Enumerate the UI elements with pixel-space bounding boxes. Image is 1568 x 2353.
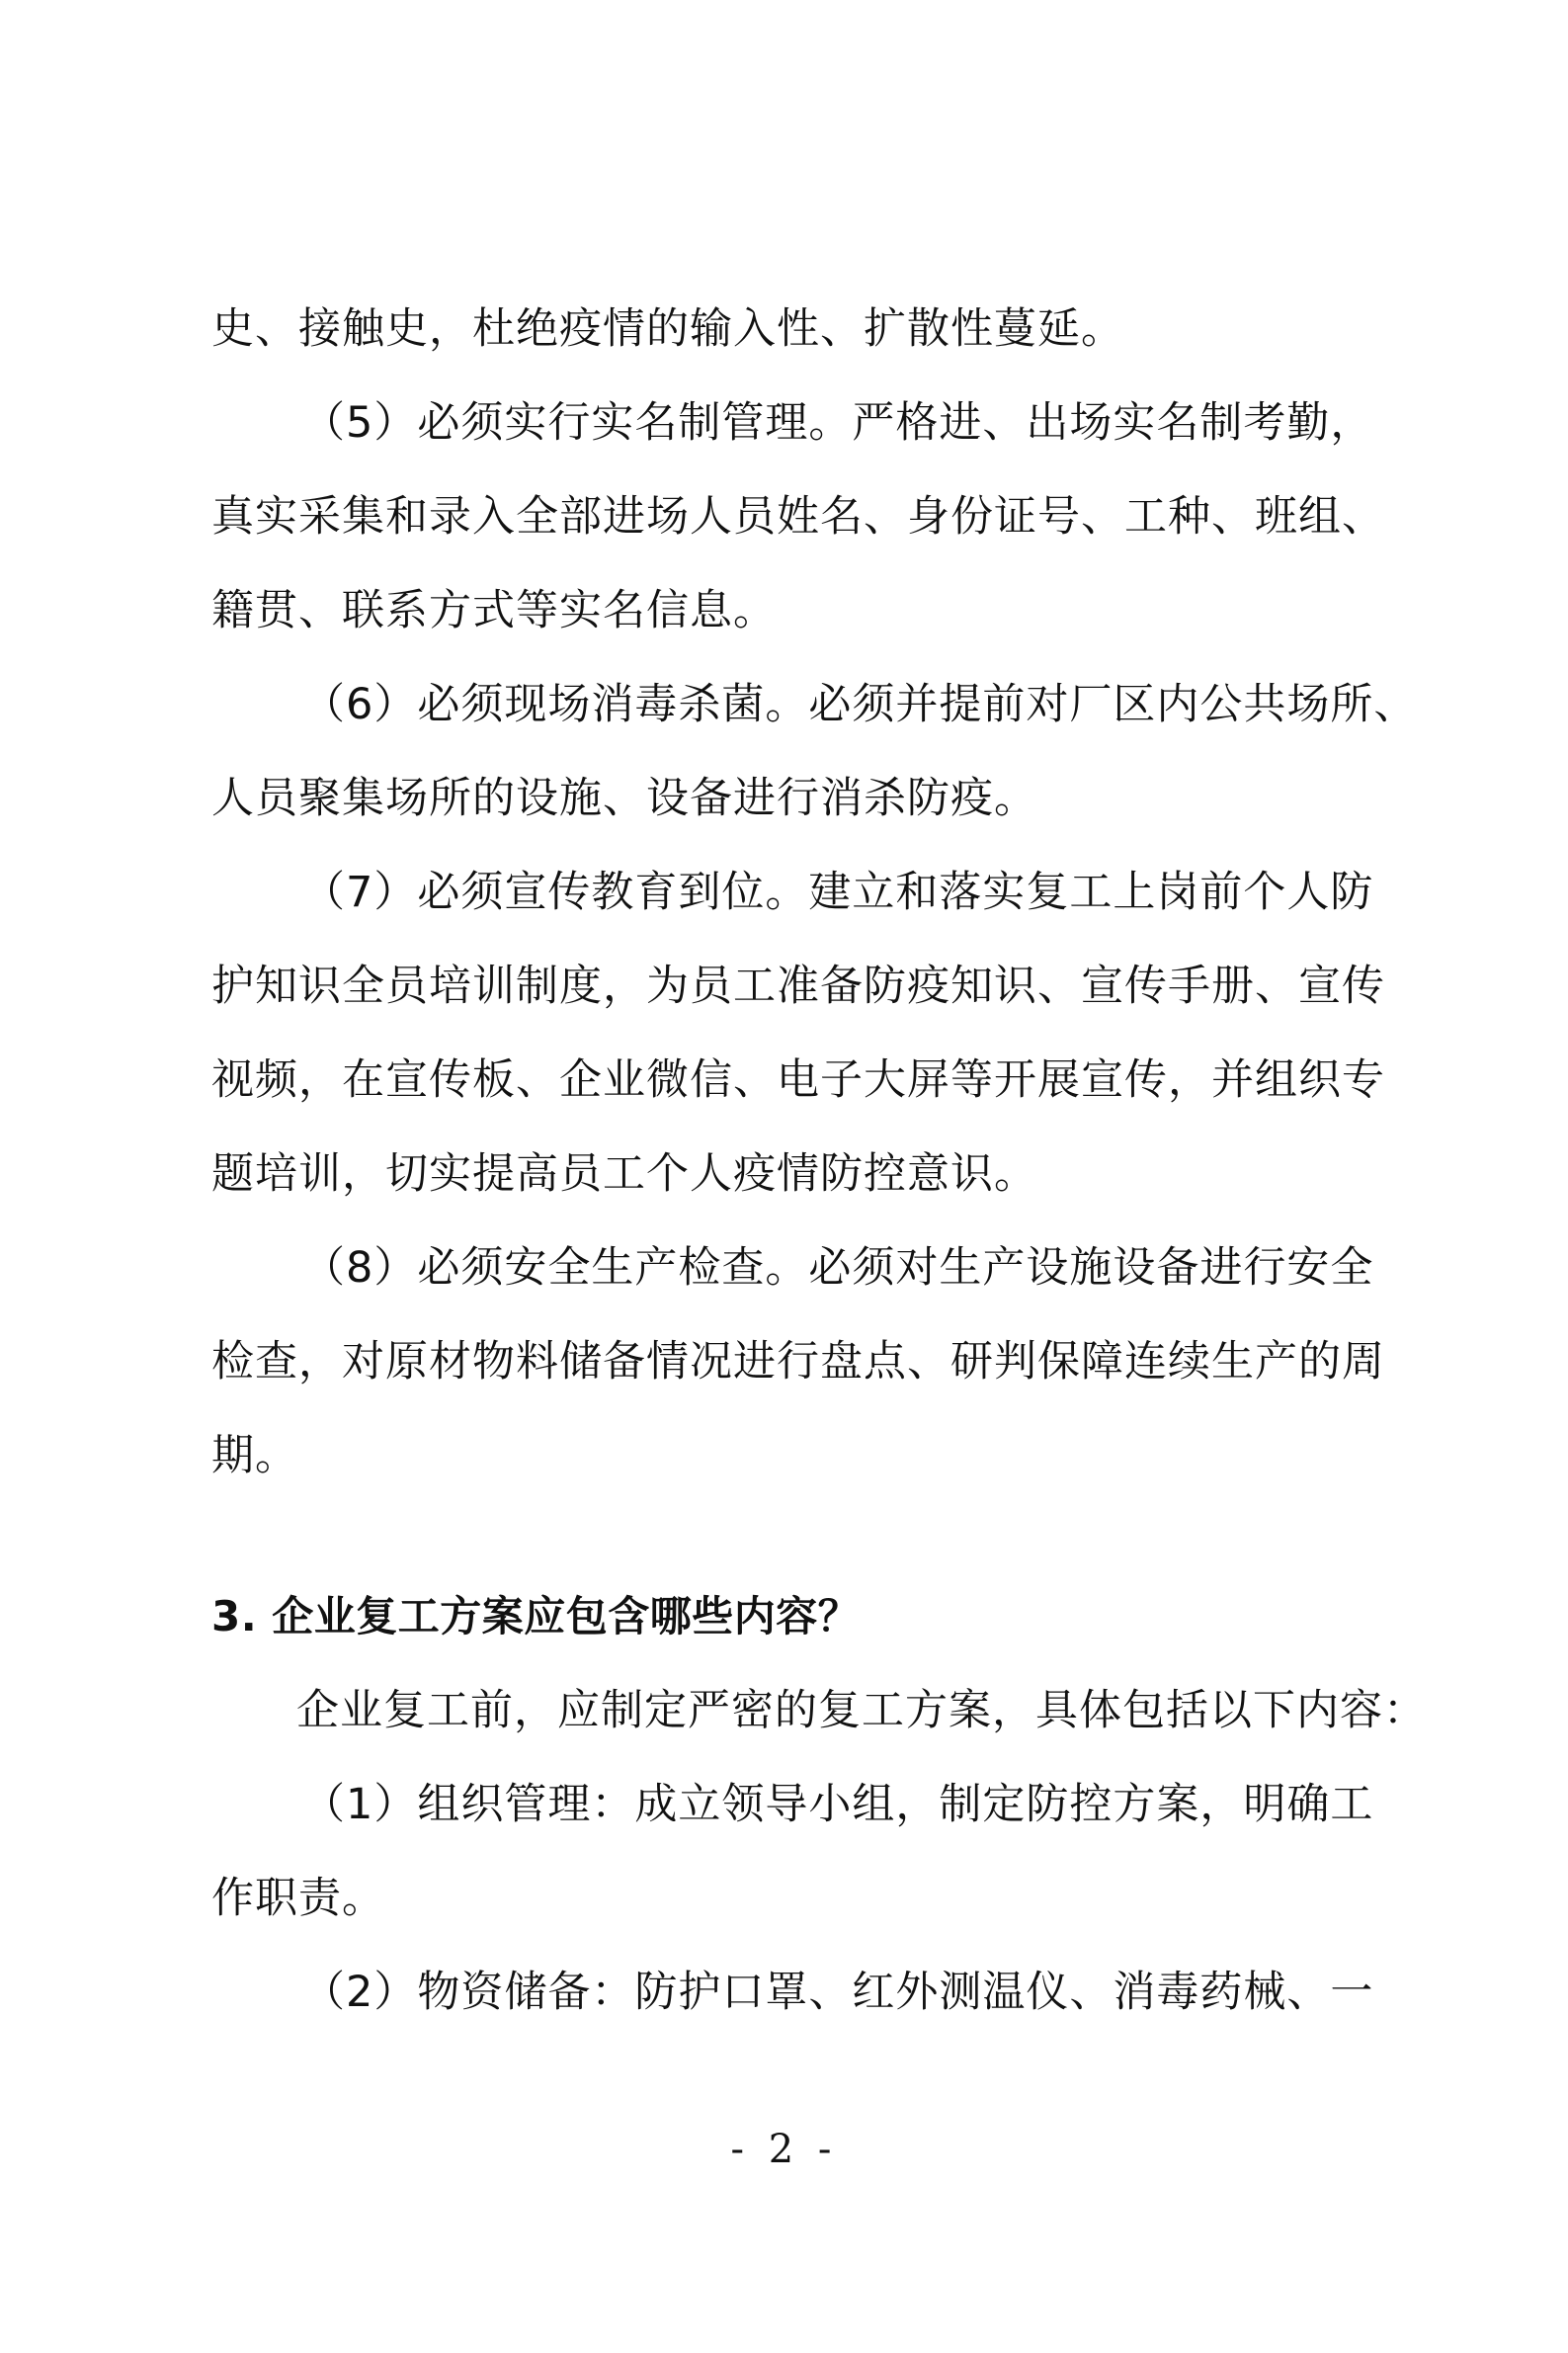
section-heading: 3. 企业复工方案应包含哪些内容？ (211, 1592, 861, 1640)
paragraph-7-line-2: 护知识全员培训制度，为员工准备防疫知识、宣传手册、宣传 (211, 962, 1385, 1011)
paragraph-5-line-3: 籍贯、联系方式等实名信息。 (211, 586, 777, 635)
paragraph-5-line-1: （5）必须实行实名制管理。严格进、出场实名制考勤， (302, 398, 1374, 448)
paragraph-5-line-2: 真实采集和录入全部进场人员姓名、身份证号、工种、班组、 (211, 492, 1385, 542)
paragraph-7-line-1: （7）必须宣传教育到位。建立和落实复工上岗前个人防 (302, 868, 1374, 917)
paragraph-8-line-1: （8）必须安全生产检查。必须对生产设施设备进行安全 (302, 1243, 1374, 1293)
section-intro-line: 企业复工前，应制定严密的复工方案，具体包括以下内容： (296, 1686, 1427, 1735)
item-1-line-2: 作职责。 (211, 1874, 385, 1923)
paragraph-7-line-3: 视频，在宣传板、企业微信、电子大屏等开展宣传，并组织专 (211, 1055, 1385, 1105)
item-1-line-1: （1）组织管理：成立领导小组，制定防控方案，明确工 (302, 1780, 1374, 1829)
paragraph-8-line-3: 期。 (211, 1431, 298, 1480)
paragraph-6-line-2: 人员聚集场所的设施、设备进行消杀防疫。 (211, 774, 1037, 823)
item-2-line-1: （2）物资储备：防护口罩、红外测温仪、消毒药械、一 (302, 1968, 1374, 2017)
paragraph-line: 史、接触史，杜绝疫情的输入性、扩散性蔓延。 (211, 304, 1124, 354)
paragraph-6-line-1: （6）必须现场消毒杀菌。必须并提前对厂区内公共场所、 (302, 680, 1418, 729)
paragraph-8-line-2: 检查，对原材物料储备情况进行盘点、研判保障连续生产的周 (211, 1337, 1385, 1387)
page-number: - 2 - (730, 2127, 838, 2172)
paragraph-7-line-4: 题培训，切实提高员工个人疫情防控意识。 (211, 1149, 1037, 1199)
